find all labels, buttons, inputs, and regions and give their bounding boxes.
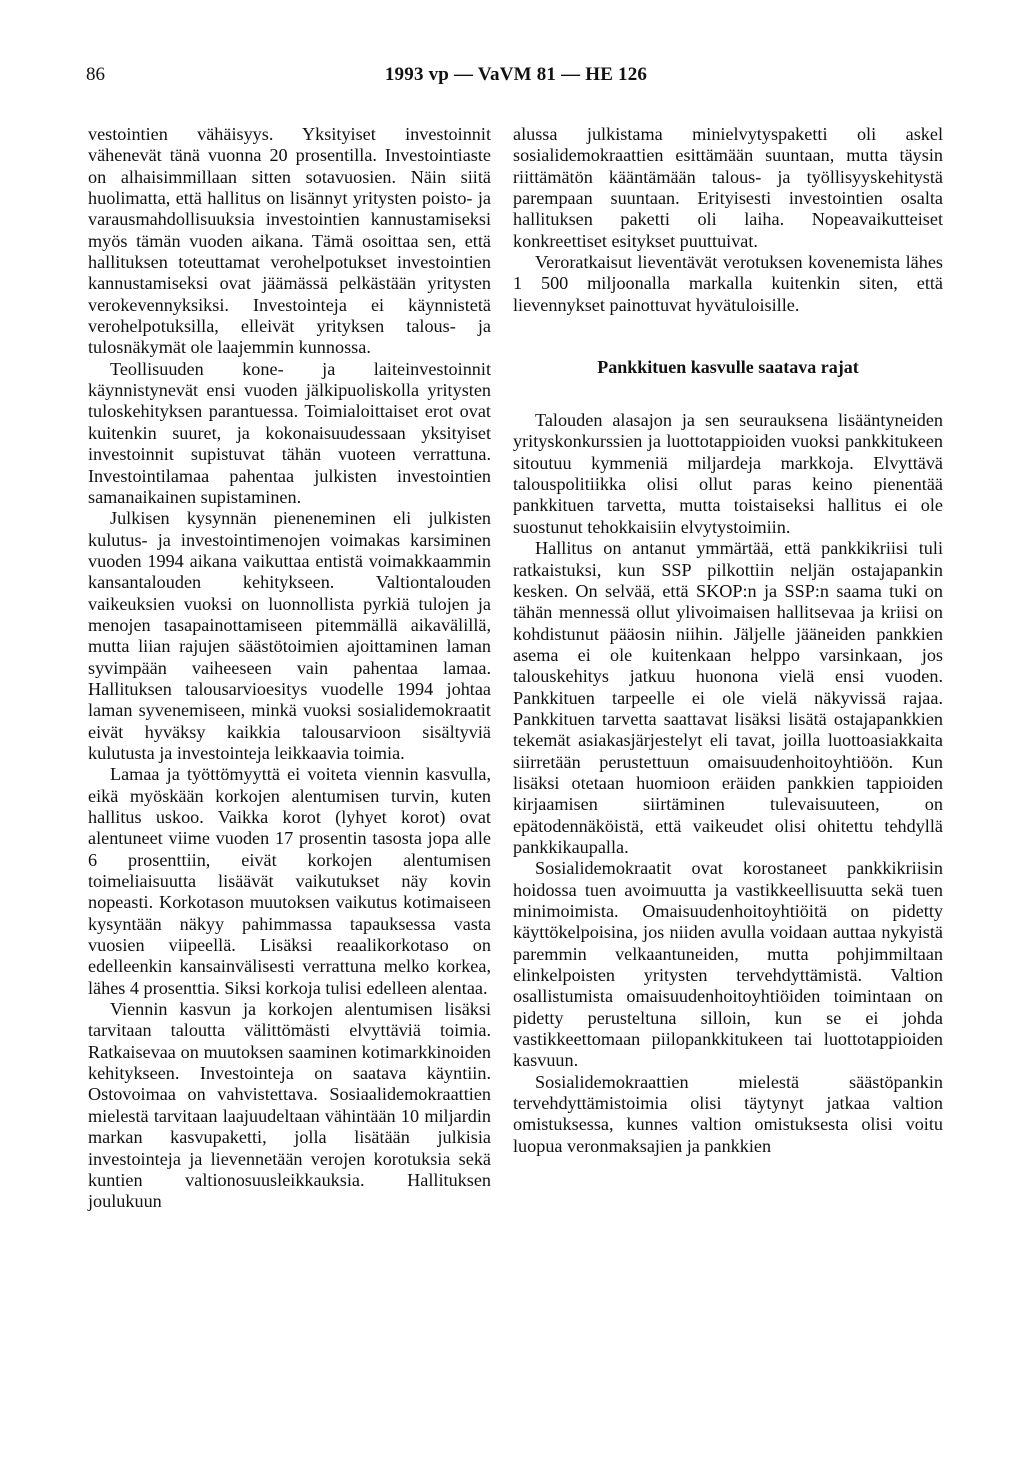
paragraph: Julkisen kysynnän pieneneminen eli julkisten kulutus- ja investointimenojen voimakas karsiminen vuoden 1994 aikana vaikuttaa entistä voimakkaammin kansantalouden kehitykseen. Valtiontalouden vaikeuksien vuoksi on luonnollista pyrkiä tulojen ja menojen tasapainottamiseen pitemmällä aikavälillä, mutta liian rajujen säästötoimien ajoittaminen laman syvimpään vaiheeseen vain pahentaa lamaa. Hallituksen talousarvioesitys vuodelle 1994 johtaa laman syvenemiseen, minkä vuoksi sosialidemokraatit eivät hyväksy kaikkia talousarvioon sisältyviä kulutusta ja investointeja leikkaavia toimia. bbox=[88, 508, 491, 763]
right-column bbox=[513, 124, 943, 1157]
paragraph: Talouden alasajon ja sen seurauksena lisääntyneiden yrityskonkurssien ja luottotappioiden vuoksi pankkitukeen sitoutuu kymmeniä miljardeja markkoja. Elvyttävä talouspolitiikka olisi ollut paras keino pienentää pankkituen tarvetta, mutta toistaiseksi hallitus ei ole suostunut tehokkaisiin elvytystoimiin. bbox=[513, 410, 943, 537]
paragraph: Hallitus on antanut ymmärtää, että pankkikriisi tuli ratkaistuksi, kun SSP pilkottiin neljän ostajapankin kesken. On selvää, että SKOP:n ja SSP:n saama tuki on tähän mennessä ollut ylivoimaisen hallitsevaa ja kriisi on kohdistunut pääosin niihin. Jäljelle jääneiden pankkien asema ei ole kuitenkaan helppo varsinkaan, jos talouskehitys jatkuu huonona vielä ensi vuoden. Pankkituen tarpeelle ei ole vielä näkyvissä rajaa. Pankkituen tarvetta saattavat lisäksi lisätä ostajapankkien tekemät asiakasjärjestelyt eli tavat, joilla luottoasiakkaita siirretään perustettuun omaisuudenhoitoyhtiöön. Kun lisäksi otetaan huomioon eräiden pankkien tappioiden kirjaamisen siirtäminen tulevaisuuteen, on epätodennäköistä, että vaikeudet olisi ohitettu tehdyllä pankkikaupalla. bbox=[513, 538, 943, 857]
paragraph: vestointien vähäisyys. Yksityiset investoinnit vähenevät tänä vuonna 20 prosentilla. Investointiaste on alhaisimmillaan sitten sotavuosien. Näin siitä huolimatta, että hallitus on lisännyt yritysten poisto- ja varausmahdollisuuksia investointien kannustamiseksi myös tämän vuoden aikana. Tämä osoittaa sen, että hallituksen toteuttamat verohelpotukset investointien kannustamiseksi ovat jäämässä pelkästään yritysten verokevennyksiksi. Investointeja ei käynnistetä verohelpotuksilla, elleivät yrityksen talous- ja tulosnäkymät ole laajemmin kunnossa. bbox=[88, 124, 491, 358]
paragraph: Viennin kasvun ja korkojen alentumisen lisäksi tarvitaan taloutta välittömästi elvyttäviä toimia. Ratkaisevaa on muutoksen saaminen kotimarkkinoiden kehitykseen. Investointeja on saatava käyntiin. Ostovoimaa on vahvistettava. Sosiaalidemokraattien mielestä tarvitaan laajuudeltaan vähintään 10 miljardin markan kasvupaketti, jolla lisätään julkisia investointeja ja lievennetään verojen korotuksia sekä kuntien valtionosuusleikkauksia. Hallituksen joulukuun bbox=[88, 999, 491, 1212]
page-header bbox=[86, 64, 946, 94]
section-heading: Pankkituen kasvulle saatava rajat bbox=[597, 357, 859, 378]
left-column bbox=[88, 124, 491, 1213]
paragraph: alussa julkistama minielvytyspaketti oli askel sosialidemokraattien esittämään suuntaan, mutta täysin riittämätön kääntämään talous- ja työllisyyskehitystä parempaan suuntaan. Erityisesti investointien osalta hallituksen paketti oli laiha. Nopeavaikutteiset konkreettiset esitykset puuttuivat. bbox=[513, 124, 943, 251]
page-number: 86 bbox=[86, 64, 105, 85]
paragraph: Lamaa ja työttömyyttä ei voiteta viennin kasvulla, eikä myöskään korkojen alentumisen turvin, kuten hallitus uskoo. Vaikka korot (lyhyet korot) ovat alentuneet viime vuoden 17 prosentin tasosta jopa alle 6 prosenttiin, eivät korkojen alentumisen toimeliaisuutta lisäävät vaikutukset näy kovin nopeasti. Korkotason muutoksen vaikutus kotimaiseen kysyntään näkyy pahimmassa tapauksessa vasta vuosien viipeellä. Lisäksi reaalikorkotaso on edelleenkin kansainvälisesti verrattuna melko korkea, lähes 4 prosenttia. Siksi korkoja tulisi edelleen alentaa. bbox=[88, 764, 491, 998]
paragraph: Teollisuuden kone- ja laiteinvestoinnit käynnistynevät ensi vuoden jälkipuoliskolla yritysten tuloskehityksen parantuessa. Toimialoittaiset erot ovat kuitenkin suuret, ja kokonaisuudessaan yksityiset investoinnit supistuvat tähän vuoteen verrattuna. Investointilamaa pahentaa julkisten investointien samanaikainen supistaminen. bbox=[88, 358, 491, 507]
section-spacer bbox=[513, 316, 943, 357]
paragraph: Sosialidemokraatit ovat korostaneet pankkikriisin hoidossa tuen avoimuutta ja vastikkeellisuutta sekä tuen minimoimista. Omaisuudenhoitoyhtiöitä on pidetty käyttökelpoisina, jos niiden avulla voidaan auttaa nykyistä paremmin velkaantuneiden, mutta pohjimmiltaan elinkelpoisten yritysten tervehdyttämistä. Valtion osallistumista omaisuudenhoitoyhtiöiden toimintaan on pidetty perusteltuna silloin, kun se ei johda vastikkeettomaan piilopankkitukeen tai luottotappioiden kasvuun. bbox=[513, 858, 943, 1071]
section-spacer bbox=[513, 378, 943, 410]
running-title: 1993 vp — VaVM 81 — HE 126 bbox=[384, 64, 648, 85]
paragraph: Sosialidemokraattien mielestä säästöpankin tervehdyttämistoimia olisi täytynyt jatkaa valtion omistuksessa, kunnes valtion omistuksesta olisi voitu luopua veronmaksajien ja pankkien bbox=[513, 1071, 943, 1156]
paragraph: Veroratkaisut lieventävät verotuksen kovenemista lähes 1 500 miljoonalla markalla kuitenkin siten, että lievennykset painottuvat hyvätuloisille. bbox=[513, 252, 943, 315]
